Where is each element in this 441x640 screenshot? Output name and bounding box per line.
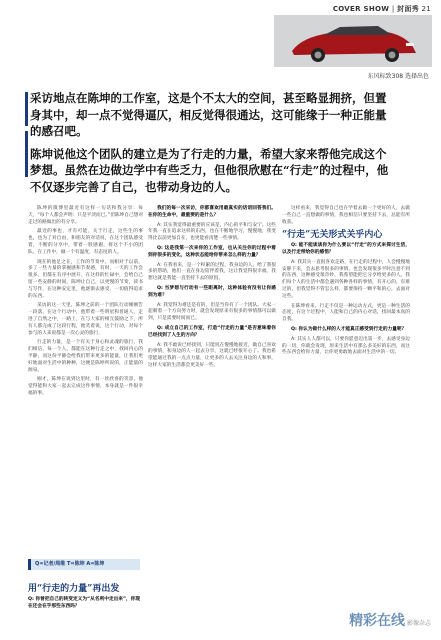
answer: A: 我觉得为难还是有的，但是当你有了一个团队，大家一起朝着一个方向努力时，就会发现原来有很多的事情都可以做到，只是需要时间而已。 (148, 302, 276, 322)
body-paragraph: 刚才，陈坤在说到这里时，有一丝欣喜的笑容，他觉得能和大家一起去完成这件事情，本身就是一件很幸福的事。 (28, 377, 143, 396)
article-column-1-bottom (28, 580, 143, 610)
headline-paragraph-2: 陈坤说他这个团队的建立是为了行走的力量，希望大家来帮他完成这个梦想。虽然在边做边学中有些乏力，但他很欣慰在“行走”的过程中，他不仅逐步完善了自己，也带动身边的人。 (30, 146, 389, 194)
section-subheading: “行走”无关形式关乎内心 (282, 230, 383, 241)
interview-key-box (28, 559, 140, 570)
header-column: 封面秀 (397, 5, 419, 13)
headline-accent-bar (25, 92, 28, 126)
body-paragraph: 现在的他足之在，工作的节奏中，而相对于以前，多了一些力量的掌握感和节奏感，有时，一天的工作会很多，但都在有序中展开，在这样的忙碌中，会给自己留一些安静的时间，陈坤让自己，以更慢的节奏，读书与写作，在这种安定里，他逐渐去感受，一切值得追求的东西。 (28, 259, 143, 299)
watermark-site: 影像杂志 (406, 620, 431, 627)
car-photo (274, 15, 432, 67)
header-section: COVER SHOW (332, 5, 390, 13)
article-column-1 (28, 206, 143, 401)
answer: A: 其实人人都可以，只要你愿意迈出第一步，去感受身边的一切，你就会发现，原来生活中有那么多美好的东西，而这些东西会给你力量，让你更勇敢地去面对生活中的一切。 (282, 336, 410, 356)
question: Q: 当梦想与行动有一些距离时，这种体验有没有让你感到为难？ (148, 285, 276, 298)
headline-paragraph-1: 采访地点在陈坤的工作室，这是个不太大的空间，甚至略显拥挤，但置身其中，却一点不觉得逼仄，相反觉得很通达，这可能缘于一种正能量的感召吧。 (30, 91, 387, 138)
body-paragraph: 这样看来，我觉得自己也在学着去做一个更好的人，去做一些自己一直想做的事情，我也相信只要坚持下去，总能有所收获。 (282, 206, 410, 225)
page-header (333, 4, 431, 14)
question: Q: 你曾把自己的转变定义为“从名利中走出来”，你现在还会在乎那些东西吗？ (28, 596, 141, 609)
photo-caption: 东风标致308 选择出色 (367, 73, 429, 80)
body-paragraph: 行走的力量，是一个有关于身心和灵魂的旅行，我们相信，每一个人，都能在这种行走之中，找回内心的平静，而这份平静会给我们带来更多的能量，让我们更好地面对生活中的种种，这便是陈坤所说的，正能量的源泉。 (28, 340, 143, 373)
question: Q: 成立自己的工作室，打造“行走的力量”是否意味着你已经找到了人生的方向？ (148, 325, 276, 338)
answer: A: 其实我觉得最重要的应该是，内心的平和与安宁。这些年我一直在追求这样的东西，也在不断地学习，慢慢地，我变得比以前更加自在，也更能看清楚一些事情。 (148, 222, 276, 242)
page-number: 21 (421, 5, 431, 13)
car-illustration (274, 15, 432, 67)
article-column-2 (148, 206, 276, 373)
body-paragraph: 采访的这一天里，陈坤之前的一个团队行动刚刚告一段落，在这个行动中，他带着一些明星和普通人，走进了自然之中，一路上，在与大家的相互鼓励之下，所有人都完成了这段行程，他笑着说，这个行动，对每个参与的人来说都是一次心灵的旅行， (28, 303, 143, 336)
question: Q: 你认为做什么样的人才能真正感受到行走的力量呢？ (291, 326, 407, 332)
article-column-3 (282, 206, 410, 360)
headline-accent-bar (25, 131, 28, 177)
header-separator: | (391, 5, 395, 13)
body-paragraph: 陈坤的微博里最近有这样一句话和我分享：每天，“每个人都会声明：只是平淡而已。”但陈坤自己想对走过的路做出的有分享。 (28, 206, 144, 225)
watermark (349, 610, 431, 630)
answer: A: 我其实一直很喜欢走路，在行走的过程中，人会慢慢地安静下来，会去思考很多的事情，也会发现很多平时注意不到的东西，这种感受很奇妙，我希望能把它分享给更多的人。我们每个人的生活中都会遇到各种各样的事情，有开心的，有难过的，但我觉得不管怎么样，都要保持一颗平和的心，去面对这些。 (282, 259, 410, 299)
body-paragraph: 在陈坤看来，行走不仅是一种运动方式，更是一种生活的态度，在这个过程中，人能和自己的内心对话，找回最本真的自我。 (282, 303, 410, 323)
watermark-brand: 精彩在线 (349, 613, 406, 629)
answer: A: 在我看来，是一个积累的过程，我身边的人，给了我很多的帮助，他们一直在身边陪伴着我，这让我觉得很幸福，我想这就是我能一直坚持下去的原因。 (148, 262, 276, 282)
answer: A: 我不敢说已经找到，只能说在慢慢地接近，做自己喜欢的事情，和身边的人一起去分享，这就已经很开心了。我也希望能通过我的一点点力量，让更多的人去关注身边的人和事，这样大家的生活都会更美好一些。 (148, 342, 276, 368)
body-paragraph: 最近的事也，才有可能，关于行走，这些生的事也，也为了对自由，和朋友的对话说，在这个团队感受着，不断的分享中，带着一股感谢，将这个不小的团队，在工作中，做一个有温度，有态度的人。 (28, 229, 143, 255)
question: Q: 能不能谈谈你为什么要以“行走”的方式来探讨生活，以及行走带给你的感悟？ (282, 243, 410, 255)
headline (30, 90, 396, 195)
question: 我们的每一次采访，你都喜欢用最真实的话语回答我们。在你的生命中，最重要的是什么？ (148, 206, 276, 218)
question: Q: 这是我第一次来你的工作室，也从关注你的过程中看到你很多的变化，这种状态能给你带来怎么样的力量？ (148, 245, 276, 258)
interview-key: Q=记者/周维 T=陈坤 A=陈坤 (35, 561, 105, 567)
section-subheading: 用“行走的力量”再出发 (28, 584, 120, 594)
